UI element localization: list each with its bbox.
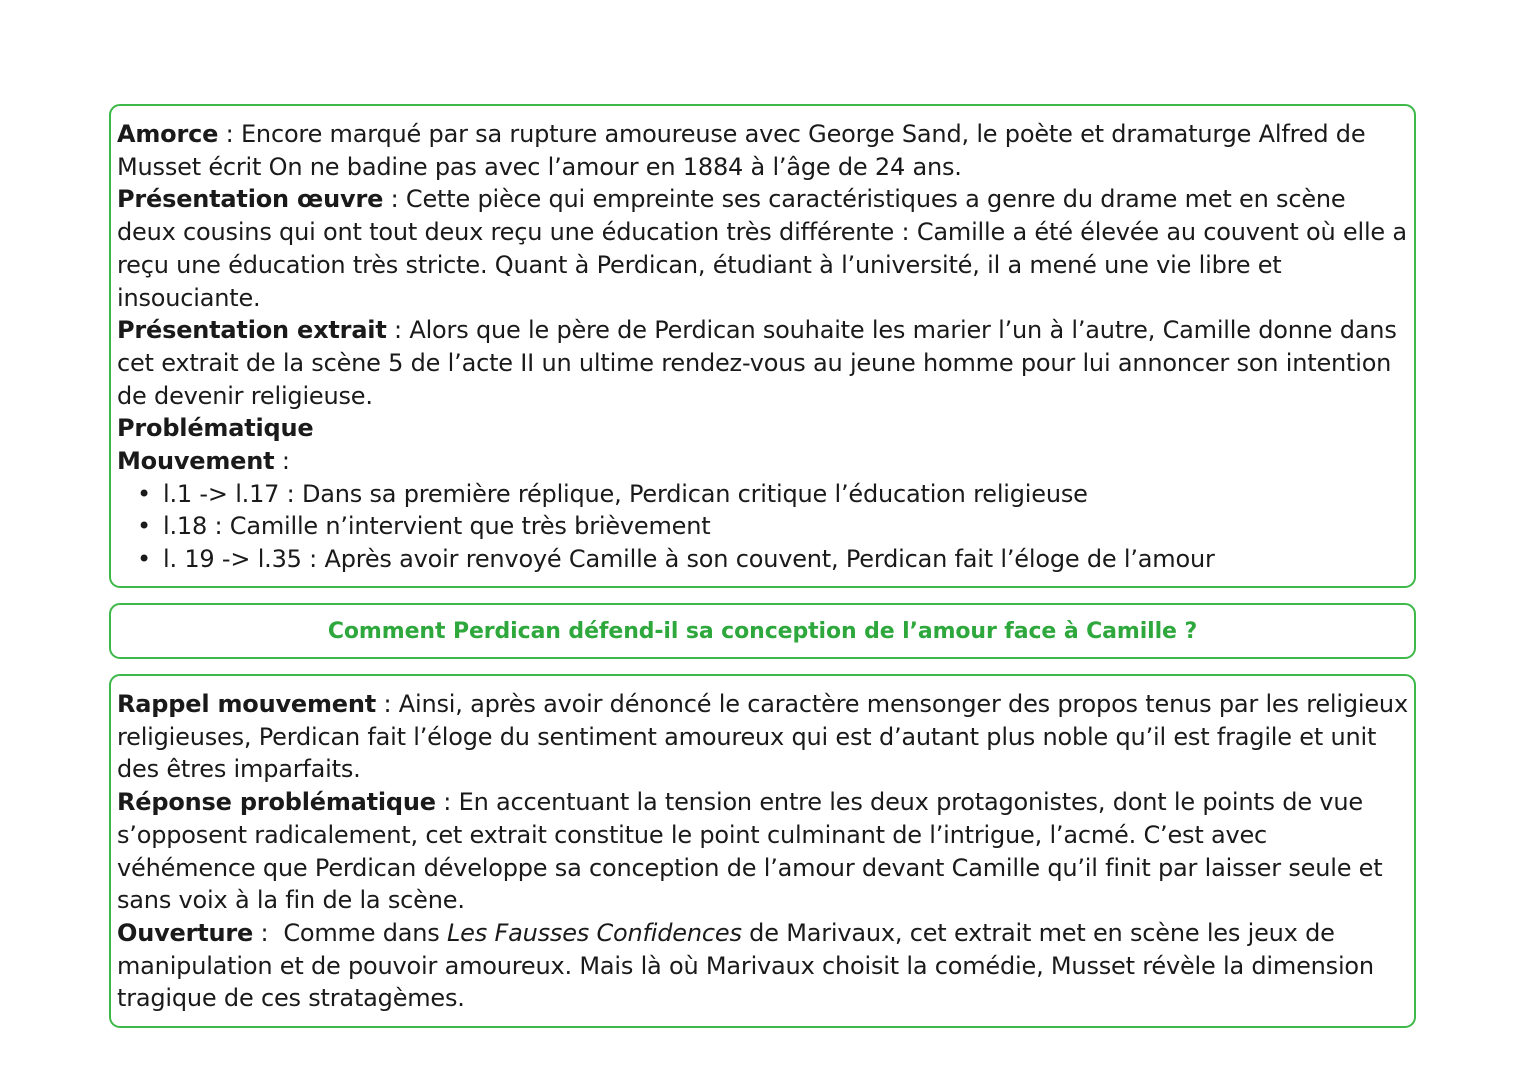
amorce-separator: :	[218, 120, 241, 148]
rappel-separator: :	[376, 690, 399, 718]
mouvement-paragraph	[117, 445, 1408, 478]
mouvement-item-text: l. 19 -> l.35 : Après avoir renvoyé Camille à son couvent, Perdican fait l’éloge de l’amour	[163, 545, 1215, 574]
introduction-box	[109, 104, 1416, 588]
presentation-extrait-label: Présentation extrait	[117, 316, 387, 345]
mouvement-label: Mouvement	[117, 447, 275, 476]
ouverture-work-title: Les Fausses Confidences	[447, 918, 742, 947]
reponse-text: En accentuant la tension entre les deux protagonistes, dont le points de vue s’opposent radicalement, cet extrait constitue le point culminant de l’intrigue, l’acmé. C’est avec véhémence que Perdican développe sa conception de l’amour devant Camille qu’il finit par laisser seule et sans voix à la fin de la scène.	[117, 788, 1383, 915]
mouvement-item-text: l.18 : Camille n’intervient que très brièvement	[163, 512, 711, 541]
rappel-paragraph	[117, 688, 1408, 786]
problematique-question: Comment Perdican défend-il sa conception de l’amour face à Camille ?	[327, 618, 1198, 644]
rappel-label: Rappel mouvement	[117, 690, 377, 718]
presentation-oeuvre-text: Cette pièce qui empreinte ses caractéristiques a genre du drame met en scène deux cousins qui ont tout deux reçu une éducation très différente : Camille a été élevée au couvent où elle a reçu une éducation très stricte. Quant à Perdican, étudiant à l’université, il a mené une vie libre et insouciante.	[117, 185, 1407, 312]
problematique-paragraph	[117, 412, 1408, 445]
mouvement-separator: :	[274, 447, 290, 476]
list-item	[117, 543, 1408, 576]
presentation-extrait-paragraph	[117, 314, 1408, 412]
ouverture-separator: :	[253, 918, 284, 947]
presentation-extrait-separator: :	[386, 316, 410, 345]
bullet-icon: •	[137, 545, 151, 574]
conclusion-box	[109, 674, 1416, 1028]
reponse-label: Réponse problématique	[117, 788, 436, 817]
list-item	[117, 510, 1408, 543]
bullet-icon: •	[137, 512, 151, 541]
mouvement-list	[117, 478, 1408, 576]
amorce-text: Encore marqué par sa rupture amoureuse avec George Sand, le poète et dramaturge Alfred de Musset écrit On ne badine pas avec l’amour en 1884 à l’âge de 24 ans.	[117, 120, 1366, 181]
presentation-oeuvre-label: Présentation œuvre	[117, 185, 384, 214]
problematique-label: Problématique	[117, 414, 314, 443]
presentation-oeuvre-separator: :	[383, 185, 406, 214]
reponse-paragraph	[117, 786, 1408, 917]
ouverture-label: Ouverture	[117, 918, 254, 947]
ouverture-text-before: Comme dans	[283, 918, 447, 947]
ouverture-paragraph	[117, 917, 1408, 1015]
presentation-extrait-text: Alors que le père de Perdican souhaite les marier l’un à l’autre, Camille donne dans cet extrait de la scène 5 de l’acte II un ultime rendez-vous au jeune homme pour lui annoncer son intention de devenir religieuse.	[117, 316, 1397, 410]
amorce-label: Amorce	[117, 120, 219, 148]
amorce-paragraph	[117, 118, 1408, 183]
bullet-icon: •	[137, 479, 151, 508]
rappel-text: Ainsi, après avoir dénoncé le caractère mensonger des propos tenus par les religieux religieuses, Perdican fait l’éloge du sentiment amoureux qui est d’autant plus noble qu’il est fragile et unit des êtres imparfaits.	[117, 690, 1408, 784]
reponse-separator: :	[435, 788, 459, 817]
question-box	[109, 603, 1416, 659]
list-item	[117, 478, 1408, 511]
mouvement-item-text: l.1 -> l.17 : Dans sa première réplique, Perdican critique l’éducation religieuse	[163, 479, 1088, 508]
presentation-oeuvre-paragraph	[117, 183, 1408, 314]
ouverture-text-after: de Marivaux, cet extrait met en scène les jeux de manipulation et de pouvoir amoureux. Mais là où Marivaux choisit la comédie, Musset révèle la dimension tragique de ces stratagèmes.	[117, 918, 1374, 1013]
